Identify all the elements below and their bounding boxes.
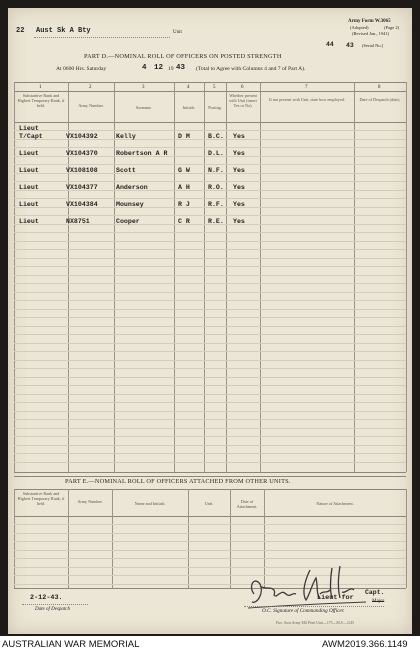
col-num-2: 2	[89, 85, 92, 90]
e-header-number: Army Number.	[77, 499, 103, 504]
ruled-line	[14, 428, 406, 429]
row-army-number: VX104384	[66, 201, 98, 208]
row-rank: Lieut	[19, 218, 39, 225]
row-surname: Anderson	[116, 184, 148, 191]
row-present: Yes	[233, 184, 245, 191]
ruled-line	[14, 130, 406, 131]
ruled-line	[14, 266, 406, 267]
ruled-line	[14, 550, 406, 551]
col-header-present: Whether present with Unit (insert Yes or No).	[229, 93, 257, 108]
date-day: 4	[142, 64, 147, 72]
row-rank: Lieut	[19, 184, 39, 191]
form-page-ref: (Page 2)	[384, 25, 400, 30]
ruled-line	[14, 524, 406, 525]
row-rank: Lieut	[19, 201, 39, 208]
col-num-7: 7	[305, 85, 308, 90]
ruled-line	[14, 453, 406, 454]
col-header-posting: Posting.	[208, 105, 222, 110]
ruled-line	[14, 147, 406, 148]
row-surname: Cooper	[116, 218, 140, 225]
ruled-line	[14, 419, 406, 420]
ruled-line	[14, 377, 406, 378]
row-initials: C R	[178, 218, 190, 225]
ruled-line	[14, 541, 406, 542]
caption-bar	[0, 636, 420, 653]
serial-b: 43	[346, 42, 354, 49]
ruled-line	[14, 351, 406, 352]
hours-prefix: At 0600 Hrs. Saturday	[56, 66, 107, 72]
ruled-line	[14, 309, 406, 310]
date-year: 43	[176, 64, 186, 72]
e-header-date: Date of Attachment.	[236, 499, 258, 509]
col-num-5: 5	[213, 85, 216, 90]
form-number: Army Form W.3065	[348, 19, 391, 24]
e-header-unit: Unit.	[204, 501, 214, 506]
row-army-number: VX104392	[66, 133, 98, 140]
ruled-line	[14, 181, 406, 182]
col-header-surname: Surname.	[136, 105, 152, 110]
ruled-line	[14, 402, 406, 403]
ruled-line	[14, 215, 406, 216]
row-surname: Mounsey	[116, 201, 144, 208]
col-num-8: 8	[378, 85, 381, 90]
form-revised: (Revised Jan., 1941)	[352, 31, 389, 36]
total-note: (Total to Agree with Columns 4 and 7 of Part A).	[196, 66, 306, 72]
row-army-number: VX108108	[66, 167, 98, 174]
ruled-line	[14, 164, 406, 165]
row-posting: B.C.	[208, 133, 224, 140]
ruled-line	[14, 292, 406, 293]
row-surname: Robertson A R	[116, 150, 168, 157]
col-header-employed: If not present with Unit, state how employed.	[269, 97, 345, 102]
ruled-line	[14, 317, 406, 318]
e-header-rank: Substantive Rank and Highest Temporary Rank, if held.	[17, 491, 65, 506]
signer-rank-major: Major	[372, 599, 385, 604]
row-posting: R.O.	[208, 184, 224, 191]
row-present: Yes	[233, 218, 245, 225]
row-army-number: VX104370	[66, 150, 98, 157]
row-present: Yes	[233, 133, 245, 140]
e-header-nature: Nature of Attachment.	[316, 501, 354, 506]
col-header-rank: Substantive Rank and Highest Temporary Rank, if held.	[17, 93, 65, 108]
unit-number: 22	[16, 27, 25, 35]
ruled-line	[14, 368, 406, 369]
ruled-line	[14, 343, 406, 344]
row-army-number: NX8751	[66, 218, 90, 225]
form-adopted: (Adopted)	[350, 25, 369, 30]
ruled-line	[14, 394, 406, 395]
row-rank-temporary: T/Capt	[19, 133, 43, 140]
ruled-line	[14, 360, 406, 361]
ruled-line	[14, 198, 406, 199]
signer-rank-capt: Capt.	[365, 589, 385, 596]
ruled-line	[14, 533, 406, 534]
col-num-6: 6	[241, 85, 244, 90]
date-year-prefix: 19	[168, 66, 174, 72]
despatch-date: 2-12-43.	[30, 594, 63, 602]
col-num-4: 4	[187, 85, 190, 90]
serial-label: (Serial No.)	[362, 43, 384, 48]
row-surname: Scott	[116, 167, 136, 174]
ruled-line	[14, 436, 406, 437]
col-num-3: 3	[142, 85, 145, 90]
part-d-title: PART D.—NOMINAL ROLL OF OFFICERS ON POSTED STRENGTH	[84, 53, 282, 60]
row-initials: G W	[178, 167, 190, 174]
ruled-line	[14, 275, 406, 276]
row-posting: N.F.	[208, 167, 224, 174]
row-present: Yes	[233, 167, 245, 174]
row-initials: R J	[178, 201, 190, 208]
col-header-number: Army Number.	[78, 103, 104, 108]
army-form-page	[8, 8, 412, 634]
e-header-name: Name and Initials.	[134, 501, 166, 506]
row-initials: D M	[178, 133, 190, 140]
ruled-line	[14, 232, 406, 233]
row-surname: Kelly	[116, 133, 136, 140]
row-rank: Lieut	[19, 125, 39, 132]
ruled-line	[14, 411, 406, 412]
unit-label: Unit	[173, 30, 182, 35]
col-header-despatch: Date of Despatch (date).	[359, 97, 401, 102]
serial-a: 44	[326, 41, 334, 48]
row-posting: R.E.	[208, 218, 224, 225]
printer-line: Fire. Aust Army Mil Print Unit—175—M.S.—G45	[276, 621, 355, 625]
ruled-line	[14, 334, 406, 335]
despatch-label: Date of Despatch	[35, 607, 70, 612]
row-initials: A H	[178, 184, 190, 191]
col-num-1: 1	[39, 85, 42, 90]
row-posting: R.F.	[208, 201, 224, 208]
ruled-line	[14, 283, 406, 284]
ruled-line	[14, 558, 406, 559]
row-rank: Lieut	[19, 167, 39, 174]
signer-rank: Lieut for	[317, 594, 354, 602]
ruled-line	[14, 462, 406, 463]
unit-name: Aust Sk A Bty	[36, 27, 91, 35]
date-month: 12	[154, 64, 164, 72]
ruled-line	[14, 385, 406, 386]
ruled-line	[14, 258, 406, 259]
oc-label: O.C. Signature of Commanding Officer.	[262, 608, 345, 614]
caption-right: AWM2019.366.1149	[322, 639, 408, 650]
ruled-line	[14, 445, 406, 446]
row-present: Yes	[233, 150, 245, 157]
ruled-line	[14, 326, 406, 327]
col-header-initials: Initials.	[182, 105, 196, 110]
row-posting: D.L.	[208, 150, 224, 157]
row-army-number: VX104377	[66, 184, 98, 191]
row-rank: Lieut	[19, 150, 39, 157]
ruled-line	[14, 300, 406, 301]
caption-left: AUSTRALIAN WAR MEMORIAL	[2, 639, 140, 650]
row-present: Yes	[233, 201, 245, 208]
ruled-line	[14, 241, 406, 242]
part-e-title: PART E.—NOMINAL ROLL OF OFFICERS ATTACHED FROM OTHER UNITS.	[65, 478, 291, 485]
ruled-line	[14, 249, 406, 250]
